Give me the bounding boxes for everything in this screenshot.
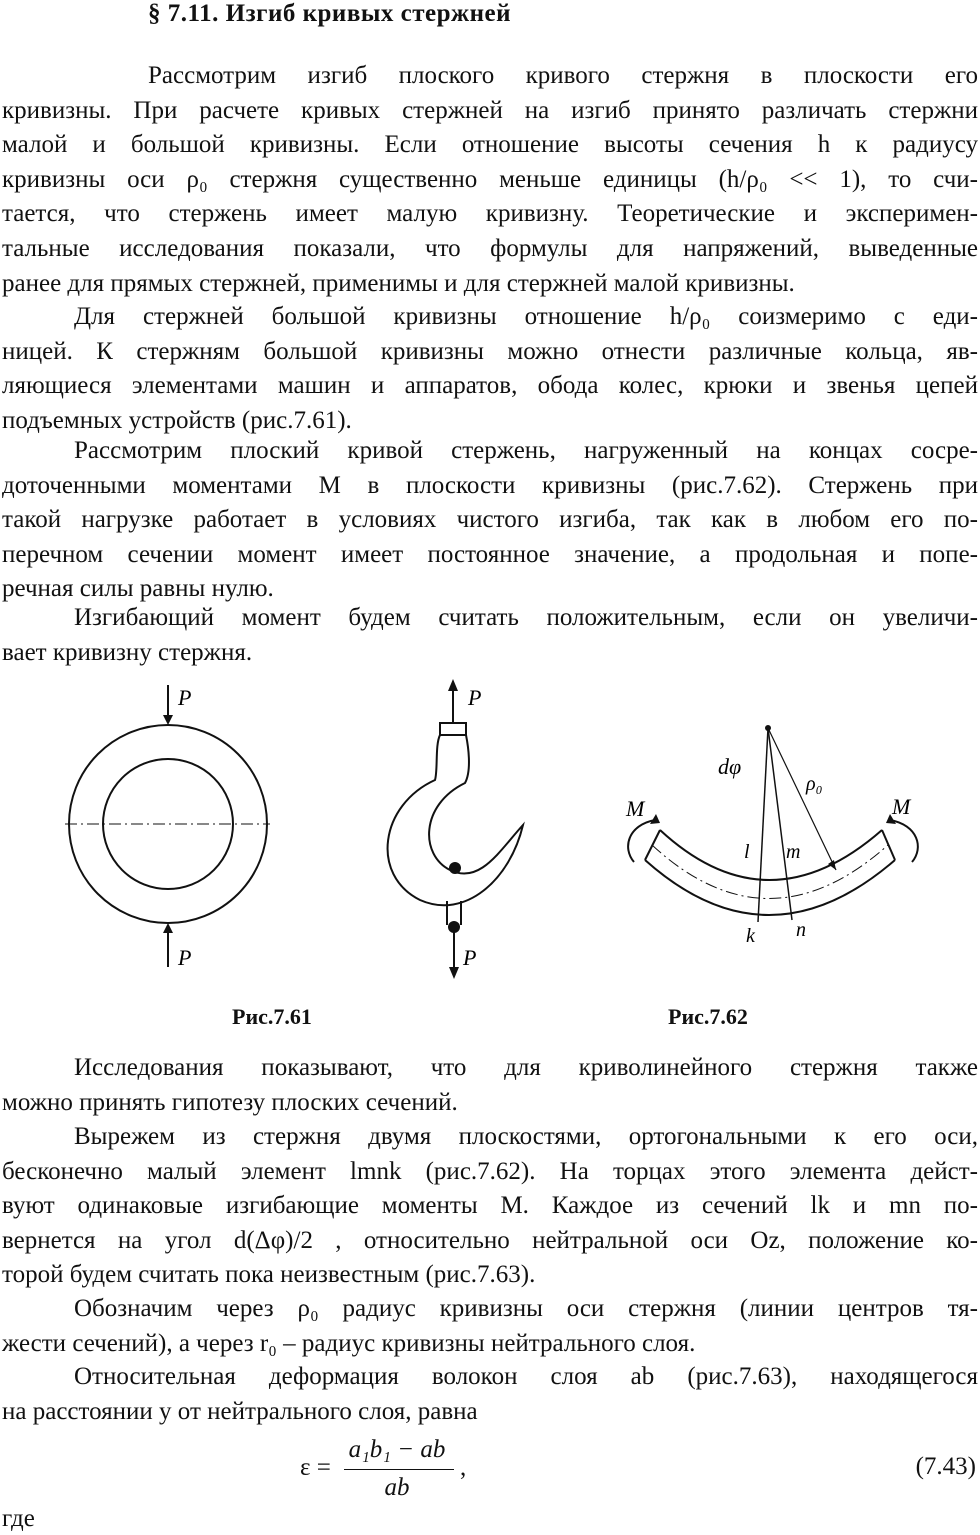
text-line: перечном сечении момент имеет постоянное значение, а продольная и попе-: [2, 540, 978, 568]
text-line: Вырежем из стержня двумя плоскостями, ортогональными к его оси,: [74, 1123, 978, 1150]
equation-numerator: a₁b₁ − ab: [348, 1436, 446, 1463]
text-line: кривизны оси ρ₀ стержня существенно меньше единицы (h/ρ₀ << 1), то счи-: [2, 165, 978, 193]
equation-lhs: ε =: [300, 1454, 331, 1481]
text-line: Относительная деформация волокон слоя ab (рис.7.63), находящегося: [74, 1363, 978, 1390]
figure-caption-7-61: Рис.7.61: [232, 1004, 312, 1029]
arrow-down-icon: [163, 715, 173, 725]
hook-diagram: [388, 679, 523, 979]
equation-number: (7.43): [915, 1453, 976, 1480]
text-line: Обозначим через ρ₀ радиус кривизны оси стержня (линии центров тя-: [74, 1295, 978, 1322]
text-line: Исследования показывают, что для криволинейного стержня также: [74, 1054, 978, 1081]
equation-7-43: [300, 1436, 540, 1508]
text-line: тается, что стержень имеет малую кривизну. Теоретические и эксперимен-: [2, 200, 978, 228]
equation-comma: ,: [460, 1454, 467, 1481]
text-line: на расстоянии y от нейтрального слоя, равна: [2, 1397, 478, 1425]
force-label-top: P: [178, 685, 192, 710]
section-heading: § 7.11. Изгиб кривых стержней: [148, 0, 512, 27]
arrow-up-icon: [163, 923, 173, 933]
paragraph-5: [2, 1051, 978, 1120]
text-line: кривизны. При расчете кривых стержней на изгиб принято различать стержни: [2, 96, 978, 124]
force-label-bottom: P: [463, 945, 477, 970]
dphi-label: dφ: [718, 754, 742, 779]
paragraph-6: [2, 1120, 978, 1293]
moment-label-right: M: [892, 794, 911, 819]
text-line: ляющиеся элементами машин и аппаратов, обода колес, крюки и звенья цепей: [2, 372, 978, 400]
paragraph-2: [2, 300, 978, 438]
moment-arrow-icon: [650, 814, 660, 824]
ring-diagram: [65, 685, 270, 970]
text-line: торой будем считать пока неизвестным (рис.7.63).: [2, 1261, 536, 1289]
moment-label-left: M: [626, 796, 645, 821]
paragraph-7: [2, 1292, 978, 1361]
point-label-k: k: [746, 925, 755, 947]
text-line: малой и большой кривизны. Если отношение высоты сечения h к радиусу: [2, 131, 978, 159]
text-line: можно принять гипотезу плоских сечений.: [2, 1088, 458, 1116]
figure-7-62-drawing: [600, 690, 960, 970]
arrow-down-icon: [449, 967, 459, 979]
text-line: подъемных устройств (рис.7.61).: [2, 406, 352, 434]
text-line: Изгибающий момент будем считать положительным, если он увеличи-: [74, 604, 978, 631]
point-label-n: n: [796, 919, 806, 941]
text-line: Рассмотрим плоский кривой стержень, нагруженный на концах сосре-: [74, 437, 978, 464]
figure-caption-7-62: Рис.7.62: [668, 1004, 748, 1029]
text-line: вуют одинаковые изгибающие моменты M. Каждое из сечений lk и mn по-: [2, 1192, 978, 1220]
text-line: ранее для прямых стержней, применимы и для стержней малой кривизны.: [2, 269, 795, 297]
paragraph-1: [2, 59, 978, 301]
point-label-l: l: [744, 841, 750, 863]
text-line: вает кривизну стержня.: [2, 638, 253, 666]
text-line: Для стержней большой кривизны отношение h/ρ₀ соизмеримо с еди-: [74, 303, 978, 330]
point-label-m: m: [786, 841, 801, 863]
text-line: бесконечно малый элемент lmnk (рис.7.62). На торцах этого элемента дейст-: [2, 1157, 978, 1185]
text-line: вернется на угол d(Δφ)/2 , относительно нейтральной оси Oz, положение ко-: [2, 1226, 978, 1254]
trailing-text: где: [2, 1505, 35, 1532]
figure-7-61-drawing: [40, 675, 600, 995]
paragraph-8: [2, 1360, 978, 1429]
equation-denominator: ab: [384, 1474, 410, 1501]
text-line: ницей. К стержням большой кривизны можно отнести различные кольца, яв-: [2, 337, 978, 365]
text-line: тальные исследования показали, что формулы для напряжений, выведенные: [2, 234, 978, 262]
arrow-up-icon: [448, 679, 458, 691]
paragraph-4: [2, 601, 978, 670]
text-line: такой нагрузке работает в условиях чистого изгиба, так как в любом его по-: [2, 506, 978, 534]
paragraph-3: [2, 434, 978, 607]
curved-bar-diagram: [625, 725, 918, 947]
text-line: речная силы равны нулю.: [2, 575, 274, 603]
force-label-top: P: [468, 685, 482, 710]
rho-label: ρ₀: [806, 773, 823, 795]
text-line: доточенными моментами M в плоскости кривизны (рис.7.62). Стержень при: [2, 471, 978, 499]
force-label-bottom: P: [178, 945, 192, 970]
text-line: жести сечений), а через r₀ – радиус кривизны нейтрального слоя.: [2, 1329, 696, 1357]
text-line: Рассмотрим изгиб плоского кривого стержня в плоскости его: [148, 62, 978, 89]
fraction-bar: [344, 1469, 454, 1470]
